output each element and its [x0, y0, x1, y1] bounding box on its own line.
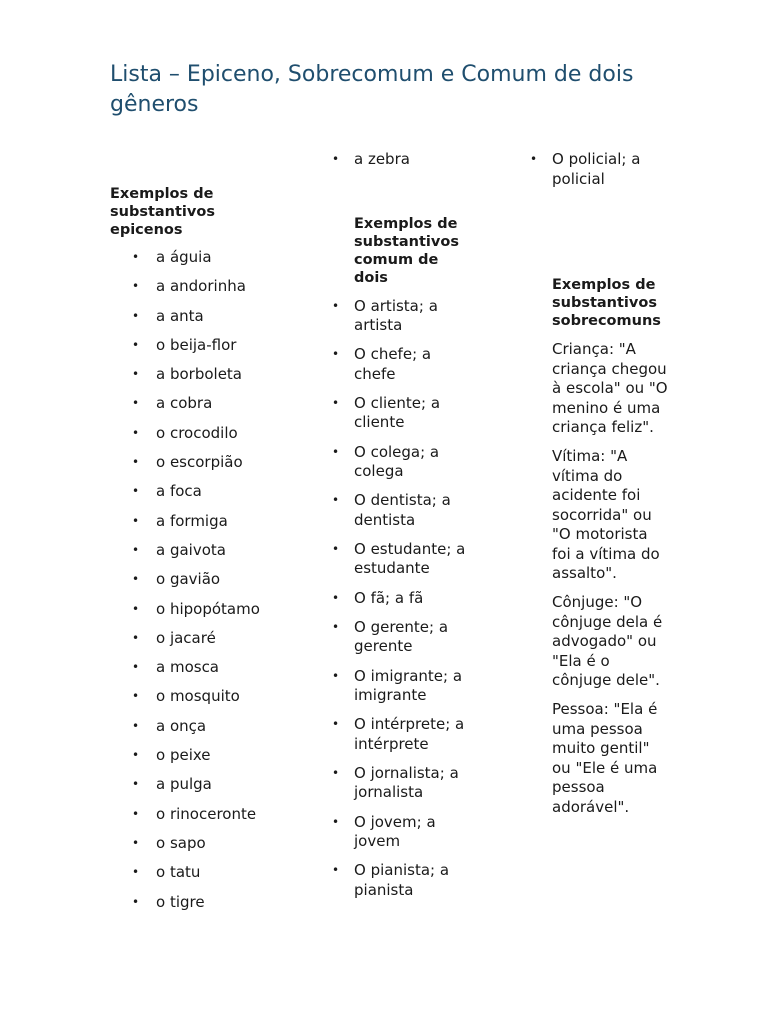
bullet-icon: •: [332, 298, 340, 313]
list-item: [132, 248, 280, 268]
bullet-icon: •: [132, 660, 140, 675]
list-item: [132, 804, 280, 825]
comum-de-dois-column: [330, 150, 470, 910]
list-item: [332, 442, 470, 482]
list-item-text: O pianista; a pianista: [354, 861, 450, 899]
list-item-text: o tigre: [156, 892, 205, 911]
list-item: [132, 453, 280, 473]
comum-de-dois-list: [330, 297, 470, 901]
page-title: Lista – Epiceno, Sobrecomum e Comum de dois gêneros: [110, 62, 634, 117]
list-item-text: O intérprete; a intérprete: [354, 715, 465, 753]
list-item-text: a águia: [156, 248, 212, 266]
list-item: [332, 296, 470, 336]
list-item-text: o crocodilo: [156, 423, 238, 442]
bullet-icon: •: [132, 250, 140, 264]
list-item: [332, 715, 470, 754]
list-item: [132, 335, 280, 356]
sobrecomum-column: [528, 150, 668, 827]
list-item: [132, 775, 280, 795]
comum-de-dois-heading: Exemplos de substantivos comum de dois: [354, 215, 459, 286]
bullet-icon: •: [332, 590, 340, 605]
bullet-icon: •: [332, 444, 340, 459]
list-item: [332, 617, 470, 657]
list-item: [332, 539, 470, 579]
list-item-text: O jornalista; a jornalista: [354, 763, 459, 802]
list-item-text: o rinoceronte: [156, 804, 257, 823]
bullet-icon: •: [332, 541, 340, 556]
list-item: [132, 716, 280, 737]
bullet-icon: •: [132, 455, 140, 470]
list-item-text: O fã; a fã: [354, 588, 424, 607]
bullet-icon: •: [132, 718, 140, 733]
bullet-icon: •: [132, 601, 140, 616]
bullet-icon: •: [332, 395, 340, 410]
list-item: [132, 863, 280, 883]
list-item: [132, 511, 280, 532]
bullet-icon: •: [332, 493, 340, 508]
list-item-text: o peixe: [156, 746, 211, 765]
list-item-text: a pulga: [156, 775, 212, 794]
list-item-text: O dentista; a dentista: [354, 491, 451, 529]
list-item-text: O cliente; a cliente: [354, 393, 441, 432]
bullet-icon: •: [132, 308, 140, 323]
list-item: [132, 833, 280, 854]
list-item: [332, 150, 470, 170]
list-item-text: a onça: [156, 716, 207, 735]
list-item: [132, 746, 280, 766]
bullet-icon: •: [332, 668, 340, 683]
sobrecomum-examples: [528, 340, 668, 817]
col2-top-list: [330, 150, 470, 170]
list-item-text: a formiga: [156, 511, 228, 530]
list-item: [332, 588, 470, 609]
list-item: [132, 306, 280, 327]
list-item-text: o jacaré: [156, 628, 216, 647]
bullet-icon: •: [132, 777, 140, 792]
list-item-text: O gerente; a gerente: [354, 617, 449, 656]
bullet-icon: •: [132, 572, 140, 587]
bullet-icon: •: [332, 814, 340, 829]
bullet-icon: •: [132, 542, 140, 557]
epicenos-list: [110, 248, 280, 912]
list-item: [132, 628, 280, 649]
bullet-icon: •: [132, 279, 140, 294]
list-item: [132, 540, 280, 561]
list-item: [530, 150, 668, 189]
bullet-icon: •: [132, 513, 140, 528]
bullet-icon: •: [132, 806, 140, 821]
bullet-icon: •: [332, 152, 340, 166]
list-item: [132, 892, 280, 913]
list-item-text: O policial; a policial: [552, 150, 641, 188]
list-item-text: o sapo: [156, 833, 206, 852]
list-item-text: a mosca: [156, 658, 220, 677]
list-item-text: a andorinha: [156, 277, 246, 296]
list-item: [132, 394, 280, 414]
list-item-text: a cobra: [156, 394, 213, 413]
list-item: [332, 393, 470, 433]
list-item: [132, 687, 280, 707]
bullet-icon: •: [132, 748, 140, 763]
list-item-text: O imigrante; a imigrante: [354, 666, 463, 704]
bullet-icon: •: [132, 894, 140, 909]
bullet-icon: •: [132, 337, 140, 352]
list-item-text: o beija-flor: [156, 335, 237, 354]
example-paragraph: Cônjuge: "O cônjuge dela é advogado" ou "Ela é o cônjuge dele".: [552, 593, 663, 690]
list-item: [132, 599, 280, 620]
list-item: [132, 570, 280, 590]
list-item-text: O colega; a colega: [354, 442, 440, 481]
list-item: [132, 658, 280, 678]
list-item-text: O estudante; a estudante: [354, 539, 466, 578]
bullet-icon: •: [132, 396, 140, 411]
bullet-icon: •: [132, 630, 140, 645]
example-paragraph: Vítima: "A vítima do acidente foi socorrida" ou "O motorista foi a vítima do assalto".: [552, 447, 660, 583]
list-item-text: o hipopótamo: [156, 599, 260, 618]
bullet-icon: •: [132, 367, 140, 382]
list-item: [132, 482, 280, 502]
list-item: [332, 491, 470, 530]
bullet-icon: •: [332, 347, 340, 362]
list-item-text: o tatu: [156, 863, 201, 882]
sobrecomum-heading: Exemplos de substantivos sobrecomuns: [552, 277, 661, 329]
bullet-icon: •: [332, 717, 340, 732]
bullet-icon: •: [132, 484, 140, 499]
list-item: [132, 277, 280, 297]
col3-top-list: [528, 150, 668, 189]
list-item-text: a gaivota: [156, 540, 226, 559]
bullet-icon: •: [132, 865, 140, 880]
bullet-icon: •: [332, 863, 340, 878]
bullet-icon: •: [332, 765, 340, 780]
epicenos-column: [110, 185, 280, 922]
list-item: [332, 345, 470, 384]
bullet-icon: •: [132, 835, 140, 850]
list-item-text: a zebra: [354, 150, 410, 168]
list-item: [332, 861, 470, 900]
bullet-icon: •: [332, 619, 340, 634]
list-item: [332, 666, 470, 706]
example-paragraph: Criança: "A criança chegou à escola" ou "O menino é uma criança feliz".: [552, 340, 668, 436]
list-item: [332, 763, 470, 803]
list-item-text: o gavião: [156, 570, 221, 589]
list-item: [332, 812, 470, 852]
list-item-text: o escorpião: [156, 453, 243, 472]
list-item-text: a foca: [156, 482, 202, 501]
bullet-icon: •: [132, 689, 140, 704]
list-item-text: a borboleta: [156, 365, 242, 384]
bullet-icon: •: [132, 425, 140, 440]
list-item-text: O chefe; a chefe: [354, 345, 432, 383]
list-item-text: o mosquito: [156, 687, 240, 706]
list-item-text: O artista; a artista: [354, 296, 438, 334]
epicenos-heading: Exemplos de substantivos epicenos: [110, 186, 215, 238]
example-paragraph: Pessoa: "Ela é uma pessoa muito gentil" ou "Ele é uma pessoa adorável".: [552, 700, 658, 816]
bullet-icon: •: [530, 152, 538, 166]
list-item: [132, 423, 280, 444]
list-item-text: O jovem; a jovem: [354, 812, 436, 851]
list-item-text: a anta: [156, 306, 204, 325]
list-item: [132, 365, 280, 385]
